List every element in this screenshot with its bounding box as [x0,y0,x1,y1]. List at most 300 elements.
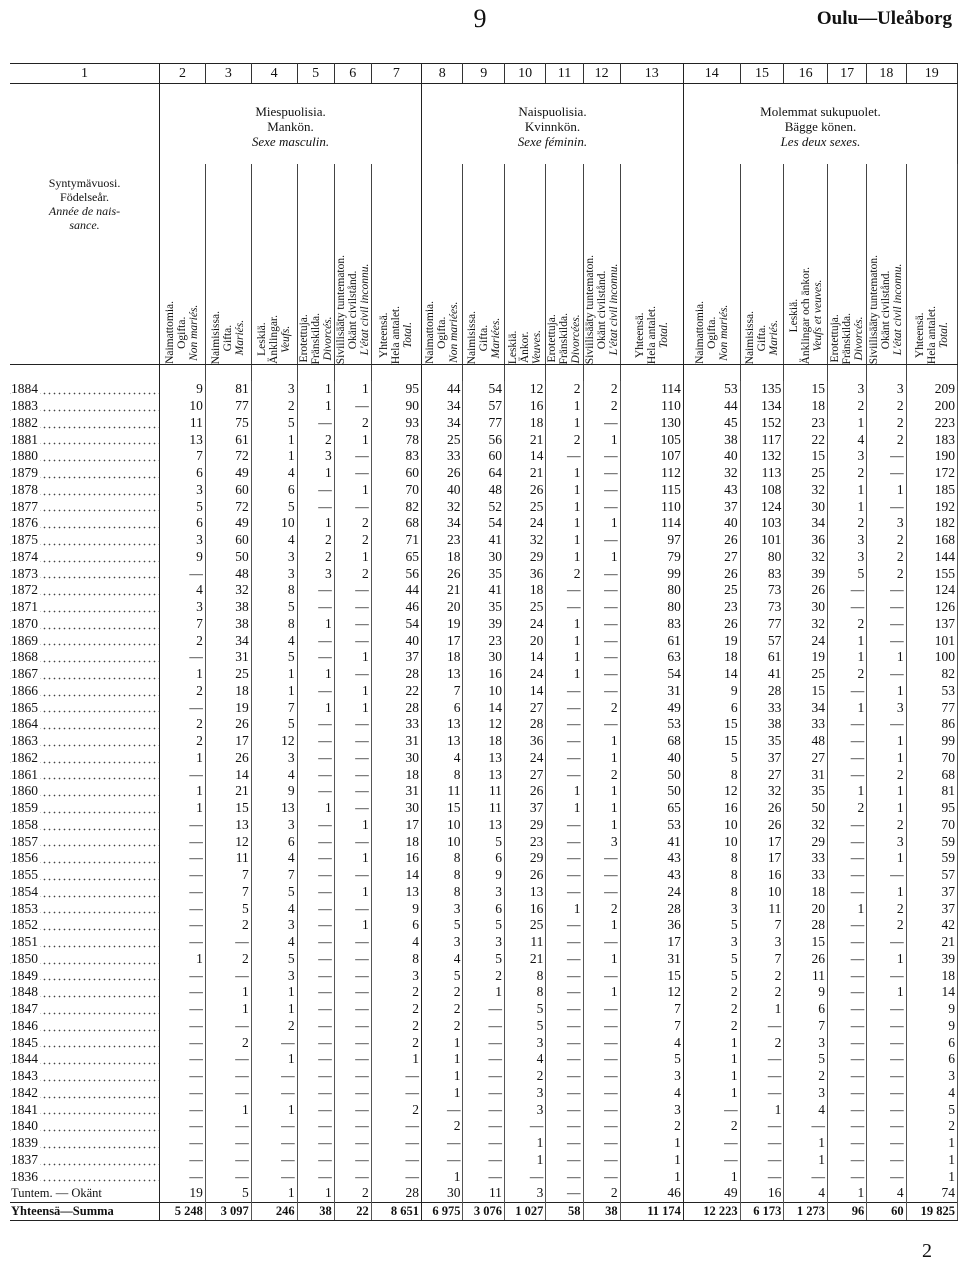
row-value: — [251,1135,297,1152]
row-value: 16 [504,398,545,415]
row-value: 3 [620,1101,683,1118]
year-text: 1877 [11,498,38,514]
row-value: 101 [906,632,957,649]
row-value: 3 [620,1068,683,1085]
row-value: 15 [205,800,251,817]
row-value: 1 [583,984,620,1001]
row-value: 65 [371,549,421,566]
male-group-header [160,84,422,165]
row-value: 28 [504,716,545,733]
row-value: 1 [546,783,583,800]
row-value: 20 [422,599,463,616]
row-value: — [334,1101,371,1118]
row-value: 1 [583,783,620,800]
row-value: 2 [297,549,334,566]
row-value: 25 [422,431,463,448]
row-value: 2 [784,1068,828,1085]
row-value: 43 [620,850,683,867]
row-value: — [583,1135,620,1152]
row-value: 60 [371,465,421,482]
row-value: 11 [504,934,545,951]
female-col-1-line-2: Ogifta. [436,316,449,349]
male-col-6-line-3: Total. [402,321,415,348]
row-value: 9 [371,900,421,917]
col-number-17: 17 [827,64,866,84]
row-value: 77 [205,398,251,415]
row-value: 2 [683,1018,740,1035]
town-heading: Oulu—Uleåborg [816,8,952,29]
row-value: 2 [251,1018,297,1035]
both-col-5-line-2: Okänt civilstånd. [880,270,893,349]
row-value: 1 [583,951,620,968]
row-value: 14 [371,867,421,884]
row-value: 134 [740,398,784,415]
row-value: — [583,1018,620,1035]
row-value: 1 [683,1085,740,1102]
row-year [10,448,160,465]
row-value: 16 [740,867,784,884]
row-value: 54 [463,381,504,398]
row-value: 25 [784,465,828,482]
male-col-4-line-2: Fränskilda. [309,312,322,364]
row-value: — [827,1118,866,1135]
row-value: 2 [867,415,906,432]
row-value: 1 [583,750,620,767]
row-value: 1 [334,884,371,901]
row-value: 90 [371,398,421,415]
row-value: — [251,1034,297,1051]
row-value: — [251,1168,297,1185]
row-value: 2 [422,1018,463,1035]
row-value: 68 [371,515,421,532]
row-value: 5 248 [160,1202,206,1220]
row-value: — [740,1152,784,1169]
row-value: — [160,817,206,834]
row-value: 1 [683,1168,740,1185]
row-value: — [867,616,906,633]
row-value: 1 027 [504,1202,545,1220]
row-value: — [297,917,334,934]
row-value: 113 [740,465,784,482]
row-value: 1 [251,666,297,683]
row-value: — [867,1168,906,1185]
row-value: 26 [784,582,828,599]
row-value: 13 [371,884,421,901]
row-value: 2 [334,1185,371,1202]
row-value: — [583,565,620,582]
row-value: 13 [422,716,463,733]
row-value: 97 [620,532,683,549]
female-col-1-line-3: Non mariées. [448,301,461,364]
row-value: — [683,1101,740,1118]
row-value: 2 [334,415,371,432]
row-value: 2 [583,699,620,716]
row-value: 43 [683,482,740,499]
row-value: 93 [371,415,421,432]
row-value: — [867,1152,906,1169]
row-value: — [683,1152,740,1169]
spacer-row [10,365,958,382]
row-value: — [205,1118,251,1135]
female-col-header-2 [463,164,504,365]
row-value: 18 [906,967,957,984]
row-value: 53 [906,683,957,700]
row-value: 33 [740,699,784,716]
row-value: 10 [463,683,504,700]
row-value: 26 [504,867,545,884]
row-value: 81 [906,783,957,800]
both-col-header-text-3 [788,263,824,364]
row-value: 57 [906,867,957,884]
row-year [10,532,160,549]
year-text: 1839 [11,1135,38,1151]
col-number-6: 6 [334,64,371,84]
row-year [10,415,160,432]
row-value: 1 [297,616,334,633]
row-value: 2 [583,381,620,398]
both-col-1-line-1: Naimattomia. [693,301,706,364]
row-value: — [740,1051,784,1068]
row-value: 33 [784,850,828,867]
row-value: 1 [251,431,297,448]
row-value: 4 [784,1101,828,1118]
row-value: 3 [160,482,206,499]
spacer-cell [297,365,334,382]
female-col-header-3 [504,164,545,365]
row-year [10,1101,160,1118]
row-value: 53 [683,381,740,398]
row-value: 1 [546,415,583,432]
table-row [10,666,958,683]
row-value: — [334,398,371,415]
row-value: 80 [620,582,683,599]
row-value: — [546,1068,583,1085]
row-value: 33 [784,867,828,884]
both-col-header-1 [683,164,740,365]
row-value: 6 [422,699,463,716]
col-number-16: 16 [784,64,828,84]
spacer-cell [784,365,828,382]
row-value: 12 [504,381,545,398]
row-value: 103 [740,515,784,532]
male-col-1-line-2: Ogifta. [176,316,189,349]
row-value: 2 [422,1118,463,1135]
row-year: Tuntem. — Okänt [10,1185,160,1202]
row-value: 29 [504,850,545,867]
year-text: 1881 [11,431,38,447]
row-year [10,783,160,800]
row-value: 1 [334,649,371,666]
row-value: — [546,448,583,465]
row-value: — [683,1135,740,1152]
male-col-1-line-3: Non mariés. [188,304,201,361]
row-value: 65 [620,800,683,817]
row-value: 11 174 [620,1202,683,1220]
row-value: 115 [620,482,683,499]
row-value: 1 [334,817,371,834]
row-value: 4 [160,582,206,599]
row-value: 42 [906,917,957,934]
row-value: — [160,1085,206,1102]
row-year [10,465,160,482]
row-value: — [160,984,206,1001]
row-value: 75 [205,415,251,432]
row-value: 1 [827,783,866,800]
male-col-header-5 [334,164,371,365]
row-value: — [546,1168,583,1185]
female-group-header [422,84,684,165]
row-value: 16 [683,800,740,817]
male-title-fi: Miespuolisia. [255,104,326,119]
row-value: 22 [784,431,828,448]
row-value: 53 [620,817,683,834]
row-value: 4 [620,1085,683,1102]
row-value: 9 [906,1018,957,1035]
female-col-5-line-2: Okänt civilstånd. [595,270,608,349]
year-text: 1870 [11,615,38,631]
year-text: 1866 [11,682,38,698]
both-col-4-line-1: Erotettuja. [829,314,842,363]
row-value: — [334,616,371,633]
row-value: 44 [371,582,421,599]
row-year [10,616,160,633]
row-value: 5 [463,833,504,850]
row-value: 28 [740,683,784,700]
row-value: — [546,766,583,783]
female-col-3-line-2: Änkor. [519,331,532,363]
row-value: — [583,465,620,482]
row-year [10,750,160,767]
row-value: — [160,1168,206,1185]
row-value: — [546,750,583,767]
row-value: 4 [620,1034,683,1051]
male-col-5-line-2: Okänt civilstånd. [346,270,359,349]
row-value: 2 [422,1001,463,1018]
row-value: 4 [504,1051,545,1068]
row-value: 3 [740,934,784,951]
year-text: 1864 [11,716,38,732]
year-text: 1848 [11,984,38,1000]
row-value: — [867,666,906,683]
row-value: 5 [160,498,206,515]
row-value: 20 [784,900,828,917]
table-row [10,733,958,750]
row-year [10,1168,160,1185]
row-value: 13 [205,817,251,834]
row-value: 110 [620,398,683,415]
row-value: — [740,1068,784,1085]
row-value: 3 [683,934,740,951]
row-year [10,716,160,733]
row-value: 6 [784,1001,828,1018]
row-value: 1 [867,951,906,968]
row-value: 15 [784,683,828,700]
row-value: 8 [422,867,463,884]
row-value: 83 [620,616,683,633]
year-text: 1854 [11,883,38,899]
table-row [10,699,958,716]
row-value: 14 [504,683,545,700]
row-value: 1 [827,1185,866,1202]
row-value: 3 [251,967,297,984]
row-value: 8 [422,850,463,867]
female-col-header-5 [583,164,620,365]
row-value: 108 [740,482,784,499]
row-head-fi: Syntymävuosi. [48,176,121,190]
row-value: 4 [251,850,297,867]
row-value: 27 [504,699,545,716]
row-value: 137 [906,616,957,633]
row-value: 80 [620,599,683,616]
row-value: 30 [463,649,504,666]
row-value: — [583,498,620,515]
row-value: — [334,632,371,649]
row-value: 25 [205,666,251,683]
row-value: — [504,1168,545,1185]
row-value: 8 [504,984,545,1001]
row-value: 10 [422,817,463,834]
row-value: 8 651 [371,1202,421,1220]
row-value: 25 [683,582,740,599]
row-value: 28 [371,699,421,716]
row-value: 60 [205,482,251,499]
table-row [10,1018,958,1035]
female-col-2-line-1: Naimisissa. [465,310,478,364]
row-value: — [160,766,206,783]
row-value: — [827,817,866,834]
row-value: 4 [251,465,297,482]
female-col-2-line-2: Gifta. [477,324,490,351]
row-value: 3 [297,448,334,465]
both-col-header-text-5 [868,251,904,364]
row-value: 21 [205,783,251,800]
row-value: 10 [683,817,740,834]
row-value: — [827,967,866,984]
row-value: — [160,1018,206,1035]
row-value: — [160,1051,206,1068]
table-row [10,900,958,917]
year-text: 1869 [11,632,38,648]
row-value: 2 [371,1001,421,1018]
row-value: 35 [784,783,828,800]
row-value: 23 [683,599,740,616]
row-value: 114 [620,381,683,398]
row-value: 9 [784,984,828,1001]
female-col-header-text-4 [546,309,582,364]
row-value: 39 [906,951,957,968]
row-value: 17 [740,850,784,867]
row-value: 3 [422,934,463,951]
row-value: 2 [334,565,371,582]
spacer-cell [463,365,504,382]
row-value: 1 [683,1034,740,1051]
row-value: — [297,716,334,733]
row-value: 1 273 [784,1202,828,1220]
female-col-5-line-3: L'état civil inconnu. [607,263,620,356]
row-value: 4 [422,750,463,767]
row-value: 1 [371,1051,421,1068]
row-value: 1 [297,1185,334,1202]
row-value: 1 [205,1001,251,1018]
row-value: 18 [784,884,828,901]
row-value: 18 [422,549,463,566]
row-value: 2 [620,1118,683,1135]
row-value: — [827,833,866,850]
row-value: 34 [422,415,463,432]
row-value: — [546,984,583,1001]
row-value: — [827,934,866,951]
row-value: 2 [297,532,334,549]
row-value: — [371,1168,421,1185]
spacer-cell [205,365,251,382]
row-value: 1 [205,984,251,1001]
spacer-cell [620,365,683,382]
row-value: 2 [422,984,463,1001]
row-value: — [205,1152,251,1169]
row-value: 31 [620,951,683,968]
year-text: 1868 [11,649,38,665]
female-col-4-line-3: Divorcées. [570,313,583,363]
row-value: — [867,1068,906,1085]
row-value: 77 [906,699,957,716]
row-value: 1 [160,800,206,817]
row-value: 3 [827,532,866,549]
row-value: 26 [504,783,545,800]
row-value: — [583,649,620,666]
row-value: 3 [504,1034,545,1051]
row-value: 7 [784,1018,828,1035]
row-value: 44 [683,398,740,415]
row-value: — [297,1034,334,1051]
row-value: 7 [205,867,251,884]
both-col-3-line-1: Leskiä. [787,298,800,333]
row-value: 30 [371,800,421,817]
row-value: 1 [251,683,297,700]
row-value: 22 [371,683,421,700]
row-value: 49 [620,699,683,716]
row-value: 2 [251,398,297,415]
row-value: 13 [160,431,206,448]
row-value: — [827,599,866,616]
row-value: 3 [784,1034,828,1051]
male-col-header-text-2 [210,307,246,364]
row-value: 1 [546,549,583,566]
col-number-11: 11 [546,64,583,84]
row-value: — [867,1018,906,1035]
male-col-5-line-1: Siviilisääty tuntematon. [334,254,347,364]
row-value: 7 [160,616,206,633]
row-value: 6 [371,917,421,934]
row-value: 100 [906,649,957,666]
row-value: — [546,884,583,901]
row-value: — [740,1135,784,1152]
row-value: 7 [205,884,251,901]
row-year [10,1118,160,1135]
table-body [10,365,958,1221]
both-col-4-line-2: Fränskilda. [841,312,854,364]
row-value: — [205,934,251,951]
year-text: 1845 [11,1034,38,1050]
row-value: 1 [251,1101,297,1118]
row-value: 16 [504,900,545,917]
row-value: 26 [784,951,828,968]
year-text: 1879 [11,465,38,481]
row-value: 32 [422,498,463,515]
col-number-14: 14 [683,64,740,84]
row-value: 26 [683,565,740,582]
year-text: 1861 [11,766,38,782]
row-value: 35 [463,599,504,616]
